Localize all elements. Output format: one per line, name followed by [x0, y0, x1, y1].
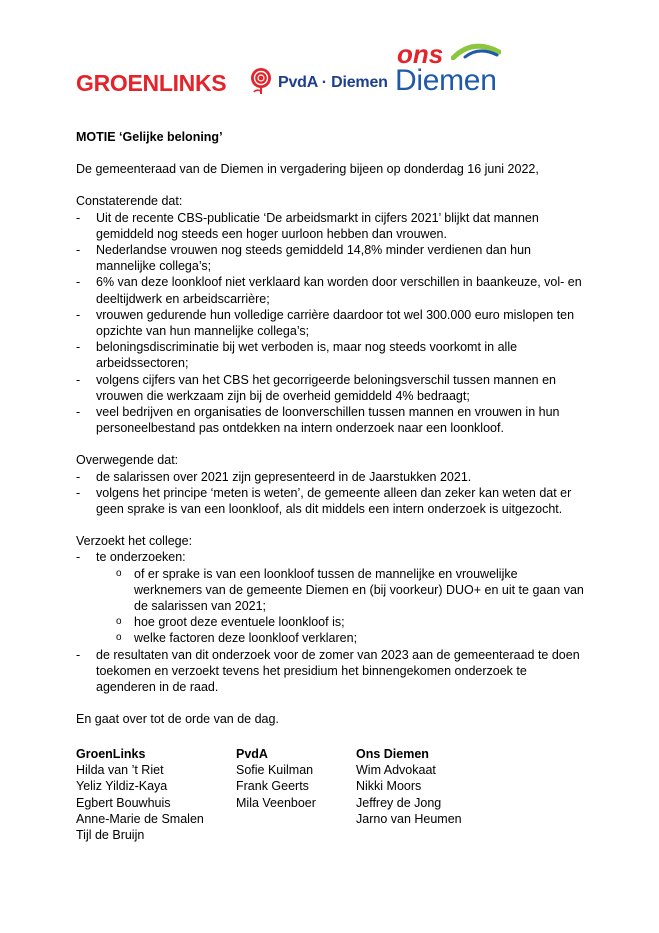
signatory-column-groenlinks: [76, 746, 204, 843]
signatory-name: Anne-Marie de Smalen: [76, 811, 204, 826]
signatory-name: Hilda van ’t Riet: [76, 763, 164, 778]
groenlinks-logo: GROENLINKS: [76, 70, 227, 96]
ons-diemen-swoosh-icon: [451, 42, 501, 60]
party-name: Ons Diemen: [356, 747, 429, 761]
signatory-name: Yeliz Yildiz-Kaya: [76, 779, 168, 794]
list-item: [76, 549, 586, 646]
signatory-column-ons-diemen: [356, 746, 462, 827]
motion-title: MOTIE ‘Gelijke beloning’: [76, 130, 223, 144]
list-item: - 6% van deze loonkloof niet verklaard kan worden door verschillen in baankeuze, vol- en deeltijdwerk en arbeidscarrière;: [76, 274, 586, 306]
list-item: - volgens cijfers van het CBS het gecorrigeerde beloningsverschil tussen mannen en vrouwen die werkzaam zijn bij de overheid gemiddeld 4% bedraagt;: [76, 372, 586, 404]
sub-list-item: o of er sprake is van een loonkloof tussen de mannelijke en vrouwelijke werknemers van de gemeente Diemen en (bij voorkeur) DUO+ en uit te gaan van de salarissen van 2021;: [96, 566, 586, 615]
constaterende-list: [76, 210, 586, 437]
constaterende-heading: Constaterende dat:: [76, 194, 183, 209]
signatory-name: Jarno van Heumen: [356, 811, 462, 826]
signatory-name: Jeffrey de Jong: [356, 795, 442, 810]
signatory-name: Egbert Bouwhuis: [76, 795, 171, 810]
sub-list-item: o hoe groot deze eventuele loonkloof is;: [96, 614, 586, 630]
list-item: - veel bedrijven en organisaties de loonverschillen tussen mannen en vrouwen in hun personeelbestand pas ontdekken na intern onderzoek naar een loonkloof.: [76, 404, 586, 436]
signatory-name: Frank Geerts: [236, 779, 309, 794]
list-item: - de resultaten van dit onderzoek voor de zomer van 2023 aan de gemeenteraad te doen toekomen en verzoekt tevens het presidium het binnengekomen onderzoek te agenderen in de raad.: [76, 647, 586, 696]
ons-logo-text: ons: [397, 39, 444, 69]
motion-body: [76, 129, 586, 728]
verzoekt-list: [76, 549, 586, 695]
pvda-diemen-logo: PvdA · Diemen: [278, 74, 388, 91]
list-item: - beloningsdiscriminatie bij wet verboden is, maar nog steeds voorkomt in alle arbeidssectoren;: [76, 339, 586, 371]
signatory-name: Wim Advokaat: [356, 763, 436, 778]
signatory-name: Mila Veenboer: [236, 795, 316, 810]
list-item-text: te onderzoeken:: [96, 550, 186, 565]
list-item: - vrouwen gedurende hun volledige carrière daardoor tot wel 300.000 euro mislopen ten opzichte van hun mannelijke collega’s;: [76, 307, 586, 339]
signatory-name: Nikki Moors: [356, 779, 422, 794]
list-item: - volgens het principe ‘meten is weten’, de gemeente alleen dan zeker kan weten dat er geen sprake is van een loonkloof, als dit middels een intern onderzoek is uitgezocht.: [76, 485, 586, 517]
signatory-name: Tijl de Bruijn: [76, 828, 145, 843]
diemen-logo-text: Diemen: [395, 64, 497, 97]
onderzoek-sublist: [96, 566, 586, 647]
verzoekt-heading: Verzoekt het college:: [76, 534, 193, 549]
party-name: PvdA: [236, 747, 268, 761]
closing-line: En gaat over tot de orde van de dag.: [76, 712, 279, 727]
sub-list-item: o welke factoren deze loonkloof verklaren;: [96, 630, 586, 646]
party-logos: [76, 38, 516, 103]
signatory-column-pvda: [236, 746, 316, 811]
party-name: GroenLinks: [76, 747, 146, 761]
list-item: - de salarissen over 2021 zijn gepresenteerd in de Jaarstukken 2021.: [76, 469, 586, 485]
overwegende-list: [76, 469, 586, 518]
list-item: - Nederlandse vrouwen nog steeds gemiddeld 14,8% minder verdienen dan hun mannelijke collega’s;: [76, 242, 586, 274]
list-item: - Uit de recente CBS-publicatie ‘De arbeidsmarkt in cijfers 2021’ blijkt dat mannen gemiddeld nog steeds een hoger uurloon hebben dan vrouwen.: [76, 210, 586, 242]
overwegende-heading: Overwegende dat:: [76, 453, 179, 468]
signatory-name: Sofie Kuilman: [236, 763, 314, 778]
pvda-rose-icon: [248, 67, 274, 95]
intro-paragraph: De gemeenteraad van de Diemen in vergadering bijeen op donderdag 16 juni 2022,: [76, 162, 539, 177]
